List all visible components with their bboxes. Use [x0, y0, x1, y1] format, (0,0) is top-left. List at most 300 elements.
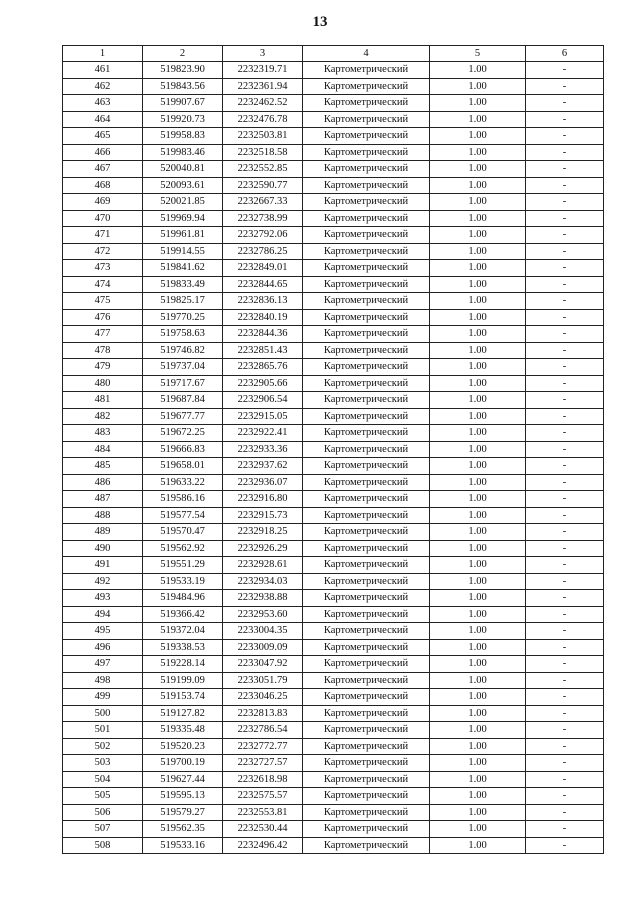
description-cell: - — [526, 425, 604, 442]
y-coordinate-cell: 2232462.52 — [223, 95, 303, 112]
x-coordinate-cell: 519958.83 — [143, 128, 223, 145]
table-row — [63, 441, 604, 458]
method-cell: Картометрический — [303, 441, 430, 458]
description-cell: - — [526, 722, 604, 739]
accuracy-cell: 1.00 — [430, 111, 526, 128]
accuracy-cell: 1.00 — [430, 227, 526, 244]
table-row — [63, 738, 604, 755]
point-number-cell: 499 — [63, 689, 143, 706]
description-cell: - — [526, 276, 604, 293]
x-coordinate-cell: 519199.09 — [143, 672, 223, 689]
description-cell: - — [526, 672, 604, 689]
x-coordinate-cell: 519907.67 — [143, 95, 223, 112]
description-cell: - — [526, 491, 604, 508]
description-cell: - — [526, 524, 604, 541]
accuracy-cell: 1.00 — [430, 639, 526, 656]
method-cell: Картометрический — [303, 573, 430, 590]
table-row — [63, 425, 604, 442]
method-cell: Картометрический — [303, 342, 430, 359]
description-cell: - — [526, 309, 604, 326]
point-number-cell: 486 — [63, 474, 143, 491]
point-number-cell: 496 — [63, 639, 143, 656]
description-cell: - — [526, 128, 604, 145]
x-coordinate-cell: 519579.27 — [143, 804, 223, 821]
point-number-cell: 489 — [63, 524, 143, 541]
y-coordinate-cell: 2232552.85 — [223, 161, 303, 178]
table-row — [63, 260, 604, 277]
description-cell: - — [526, 540, 604, 557]
table-row — [63, 62, 604, 79]
method-cell: Картометрический — [303, 639, 430, 656]
description-cell: - — [526, 474, 604, 491]
point-number-cell: 501 — [63, 722, 143, 739]
x-coordinate-cell: 519672.25 — [143, 425, 223, 442]
accuracy-cell: 1.00 — [430, 342, 526, 359]
point-number-cell: 487 — [63, 491, 143, 508]
point-number-cell: 488 — [63, 507, 143, 524]
y-coordinate-cell: 2232926.29 — [223, 540, 303, 557]
y-coordinate-cell: 2232938.88 — [223, 590, 303, 607]
accuracy-cell: 1.00 — [430, 755, 526, 772]
description-cell: - — [526, 639, 604, 656]
point-number-cell: 506 — [63, 804, 143, 821]
x-coordinate-cell: 519823.90 — [143, 62, 223, 79]
x-coordinate-cell: 519717.67 — [143, 375, 223, 392]
description-cell: - — [526, 326, 604, 343]
y-coordinate-cell: 2232667.33 — [223, 194, 303, 211]
y-coordinate-cell: 2233046.25 — [223, 689, 303, 706]
x-coordinate-cell: 519633.22 — [143, 474, 223, 491]
description-cell: - — [526, 210, 604, 227]
table-row — [63, 326, 604, 343]
point-number-cell: 471 — [63, 227, 143, 244]
x-coordinate-cell: 519533.16 — [143, 837, 223, 854]
table-body — [63, 62, 604, 854]
method-cell: Картометрический — [303, 194, 430, 211]
x-coordinate-cell: 519153.74 — [143, 689, 223, 706]
description-cell: - — [526, 359, 604, 376]
method-cell: Картометрический — [303, 474, 430, 491]
method-cell: Картометрический — [303, 78, 430, 95]
description-cell: - — [526, 375, 604, 392]
point-number-cell: 468 — [63, 177, 143, 194]
y-coordinate-cell: 2232934.03 — [223, 573, 303, 590]
method-cell: Картометрический — [303, 722, 430, 739]
method-cell: Картометрический — [303, 837, 430, 854]
point-number-cell: 505 — [63, 788, 143, 805]
table-row — [63, 491, 604, 508]
method-cell: Картометрический — [303, 359, 430, 376]
x-coordinate-cell: 519372.04 — [143, 623, 223, 640]
table-row — [63, 705, 604, 722]
x-coordinate-cell: 519677.77 — [143, 408, 223, 425]
x-coordinate-cell: 519758.63 — [143, 326, 223, 343]
column-header-4: 4 — [303, 46, 430, 62]
table-row — [63, 243, 604, 260]
accuracy-cell: 1.00 — [430, 590, 526, 607]
method-cell: Картометрический — [303, 62, 430, 79]
point-number-cell: 483 — [63, 425, 143, 442]
y-coordinate-cell: 2232906.54 — [223, 392, 303, 409]
table-row — [63, 837, 604, 854]
method-cell: Картометрический — [303, 821, 430, 838]
y-coordinate-cell: 2232937.62 — [223, 458, 303, 475]
method-cell: Картометрический — [303, 375, 430, 392]
method-cell: Картометрический — [303, 524, 430, 541]
point-number-cell: 465 — [63, 128, 143, 145]
y-coordinate-cell: 2232496.42 — [223, 837, 303, 854]
y-coordinate-cell: 2232844.65 — [223, 276, 303, 293]
point-number-cell: 507 — [63, 821, 143, 838]
description-cell: - — [526, 62, 604, 79]
x-coordinate-cell: 519700.19 — [143, 755, 223, 772]
method-cell: Картометрический — [303, 260, 430, 277]
table-header — [63, 46, 604, 62]
point-number-cell: 494 — [63, 606, 143, 623]
accuracy-cell: 1.00 — [430, 260, 526, 277]
x-coordinate-cell: 519586.16 — [143, 491, 223, 508]
point-number-cell: 503 — [63, 755, 143, 772]
point-number-cell: 497 — [63, 656, 143, 673]
method-cell: Картометрический — [303, 128, 430, 145]
x-coordinate-cell: 519841.62 — [143, 260, 223, 277]
accuracy-cell: 1.00 — [430, 771, 526, 788]
description-cell: - — [526, 243, 604, 260]
method-cell: Картометрический — [303, 771, 430, 788]
table-row — [63, 656, 604, 673]
method-cell: Картометрический — [303, 606, 430, 623]
y-coordinate-cell: 2232849.01 — [223, 260, 303, 277]
header-row — [63, 46, 604, 62]
description-cell: - — [526, 689, 604, 706]
point-number-cell: 469 — [63, 194, 143, 211]
x-coordinate-cell: 519843.56 — [143, 78, 223, 95]
description-cell: - — [526, 293, 604, 310]
point-number-cell: 495 — [63, 623, 143, 640]
method-cell: Картометрический — [303, 408, 430, 425]
table-row — [63, 95, 604, 112]
method-cell: Картометрический — [303, 392, 430, 409]
x-coordinate-cell: 519551.29 — [143, 557, 223, 574]
x-coordinate-cell: 519366.42 — [143, 606, 223, 623]
description-cell: - — [526, 408, 604, 425]
table-row — [63, 293, 604, 310]
column-header-3: 3 — [223, 46, 303, 62]
point-number-cell: 484 — [63, 441, 143, 458]
description-cell: - — [526, 821, 604, 838]
y-coordinate-cell: 2232844.36 — [223, 326, 303, 343]
method-cell: Картометрический — [303, 507, 430, 524]
y-coordinate-cell: 2232590.77 — [223, 177, 303, 194]
accuracy-cell: 1.00 — [430, 62, 526, 79]
method-cell: Картометрический — [303, 458, 430, 475]
y-coordinate-cell: 2232738.99 — [223, 210, 303, 227]
y-coordinate-cell: 2232786.54 — [223, 722, 303, 739]
x-coordinate-cell: 519484.96 — [143, 590, 223, 607]
x-coordinate-cell: 519520.23 — [143, 738, 223, 755]
x-coordinate-cell: 519737.04 — [143, 359, 223, 376]
x-coordinate-cell: 519335.48 — [143, 722, 223, 739]
x-coordinate-cell: 519961.81 — [143, 227, 223, 244]
accuracy-cell: 1.00 — [430, 656, 526, 673]
accuracy-cell: 1.00 — [430, 293, 526, 310]
y-coordinate-cell: 2232905.66 — [223, 375, 303, 392]
point-number-cell: 473 — [63, 260, 143, 277]
table-row — [63, 210, 604, 227]
method-cell: Картометрический — [303, 656, 430, 673]
column-header-1: 1 — [63, 46, 143, 62]
point-number-cell: 491 — [63, 557, 143, 574]
accuracy-cell: 1.00 — [430, 557, 526, 574]
y-coordinate-cell: 2232727.57 — [223, 755, 303, 772]
y-coordinate-cell: 2232851.43 — [223, 342, 303, 359]
description-cell: - — [526, 771, 604, 788]
method-cell: Картометрический — [303, 590, 430, 607]
method-cell: Картометрический — [303, 425, 430, 442]
method-cell: Картометрический — [303, 111, 430, 128]
table-row — [63, 375, 604, 392]
method-cell: Картометрический — [303, 557, 430, 574]
column-header-6: 6 — [526, 46, 604, 62]
method-cell: Картометрический — [303, 788, 430, 805]
point-number-cell: 490 — [63, 540, 143, 557]
accuracy-cell: 1.00 — [430, 705, 526, 722]
table-row — [63, 722, 604, 739]
method-cell: Картометрический — [303, 689, 430, 706]
column-header-5: 5 — [430, 46, 526, 62]
point-number-cell: 464 — [63, 111, 143, 128]
method-cell: Картометрический — [303, 210, 430, 227]
y-coordinate-cell: 2233051.79 — [223, 672, 303, 689]
accuracy-cell: 1.00 — [430, 161, 526, 178]
x-coordinate-cell: 519562.92 — [143, 540, 223, 557]
description-cell: - — [526, 95, 604, 112]
description-cell: - — [526, 111, 604, 128]
table-row — [63, 342, 604, 359]
y-coordinate-cell: 2232840.19 — [223, 309, 303, 326]
method-cell: Картометрический — [303, 540, 430, 557]
x-coordinate-cell: 519969.94 — [143, 210, 223, 227]
description-cell: - — [526, 144, 604, 161]
table-row — [63, 557, 604, 574]
table-row — [63, 392, 604, 409]
method-cell: Картометрический — [303, 144, 430, 161]
point-number-cell: 504 — [63, 771, 143, 788]
table-row — [63, 804, 604, 821]
description-cell: - — [526, 177, 604, 194]
method-cell: Картометрический — [303, 177, 430, 194]
point-number-cell: 500 — [63, 705, 143, 722]
accuracy-cell: 1.00 — [430, 788, 526, 805]
accuracy-cell: 1.00 — [430, 177, 526, 194]
x-coordinate-cell: 519833.49 — [143, 276, 223, 293]
point-number-cell: 463 — [63, 95, 143, 112]
x-coordinate-cell: 519127.82 — [143, 705, 223, 722]
table-row — [63, 623, 604, 640]
y-coordinate-cell: 2232792.06 — [223, 227, 303, 244]
table-row — [63, 359, 604, 376]
method-cell: Картометрический — [303, 491, 430, 508]
y-coordinate-cell: 2232933.36 — [223, 441, 303, 458]
coordinates-table — [62, 45, 604, 854]
x-coordinate-cell: 520093.61 — [143, 177, 223, 194]
accuracy-cell: 1.00 — [430, 623, 526, 640]
point-number-cell: 492 — [63, 573, 143, 590]
y-coordinate-cell: 2232916.80 — [223, 491, 303, 508]
y-coordinate-cell: 2233047.92 — [223, 656, 303, 673]
accuracy-cell: 1.00 — [430, 458, 526, 475]
accuracy-cell: 1.00 — [430, 722, 526, 739]
accuracy-cell: 1.00 — [430, 606, 526, 623]
accuracy-cell: 1.00 — [430, 689, 526, 706]
x-coordinate-cell: 519825.17 — [143, 293, 223, 310]
accuracy-cell: 1.00 — [430, 78, 526, 95]
method-cell: Картометрический — [303, 326, 430, 343]
table-row — [63, 755, 604, 772]
description-cell: - — [526, 705, 604, 722]
page-number: 13 — [312, 14, 328, 30]
accuracy-cell: 1.00 — [430, 804, 526, 821]
table-row — [63, 573, 604, 590]
method-cell: Картометрический — [303, 705, 430, 722]
table-row — [63, 507, 604, 524]
y-coordinate-cell: 2232813.83 — [223, 705, 303, 722]
table-row — [63, 78, 604, 95]
x-coordinate-cell: 519570.47 — [143, 524, 223, 541]
accuracy-cell: 1.00 — [430, 837, 526, 854]
table-row — [63, 161, 604, 178]
y-coordinate-cell: 2232922.41 — [223, 425, 303, 442]
point-number-cell: 493 — [63, 590, 143, 607]
description-cell: - — [526, 755, 604, 772]
accuracy-cell: 1.00 — [430, 144, 526, 161]
x-coordinate-cell: 519533.19 — [143, 573, 223, 590]
method-cell: Картометрический — [303, 672, 430, 689]
y-coordinate-cell: 2232786.25 — [223, 243, 303, 260]
point-number-cell: 476 — [63, 309, 143, 326]
point-number-cell: 466 — [63, 144, 143, 161]
table-row — [63, 540, 604, 557]
point-number-cell: 467 — [63, 161, 143, 178]
accuracy-cell: 1.00 — [430, 507, 526, 524]
table-row — [63, 177, 604, 194]
x-coordinate-cell: 519666.83 — [143, 441, 223, 458]
point-number-cell: 472 — [63, 243, 143, 260]
y-coordinate-cell: 2232936.07 — [223, 474, 303, 491]
y-coordinate-cell: 2232530.44 — [223, 821, 303, 838]
point-number-cell: 475 — [63, 293, 143, 310]
accuracy-cell: 1.00 — [430, 573, 526, 590]
accuracy-cell: 1.00 — [430, 672, 526, 689]
point-number-cell: 478 — [63, 342, 143, 359]
description-cell: - — [526, 441, 604, 458]
y-coordinate-cell: 2232575.57 — [223, 788, 303, 805]
table-row — [63, 309, 604, 326]
description-cell: - — [526, 161, 604, 178]
point-number-cell: 477 — [63, 326, 143, 343]
accuracy-cell: 1.00 — [430, 524, 526, 541]
accuracy-cell: 1.00 — [430, 392, 526, 409]
y-coordinate-cell: 2233004.35 — [223, 623, 303, 640]
description-cell: - — [526, 788, 604, 805]
table-row — [63, 672, 604, 689]
description-cell: - — [526, 590, 604, 607]
point-number-cell: 482 — [63, 408, 143, 425]
accuracy-cell: 1.00 — [430, 425, 526, 442]
x-coordinate-cell: 519228.14 — [143, 656, 223, 673]
x-coordinate-cell: 519983.46 — [143, 144, 223, 161]
table-row — [63, 474, 604, 491]
method-cell: Картометрический — [303, 161, 430, 178]
method-cell: Картометрический — [303, 227, 430, 244]
table-row — [63, 606, 604, 623]
description-cell: - — [526, 656, 604, 673]
method-cell: Картометрический — [303, 755, 430, 772]
description-cell: - — [526, 194, 604, 211]
x-coordinate-cell: 519920.73 — [143, 111, 223, 128]
x-coordinate-cell: 519658.01 — [143, 458, 223, 475]
x-coordinate-cell: 519687.84 — [143, 392, 223, 409]
y-coordinate-cell: 2232772.77 — [223, 738, 303, 755]
y-coordinate-cell: 2232319.71 — [223, 62, 303, 79]
point-number-cell: 479 — [63, 359, 143, 376]
table-row — [63, 194, 604, 211]
description-cell: - — [526, 557, 604, 574]
method-cell: Картометрический — [303, 623, 430, 640]
point-number-cell: 462 — [63, 78, 143, 95]
description-cell: - — [526, 78, 604, 95]
description-cell: - — [526, 623, 604, 640]
accuracy-cell: 1.00 — [430, 276, 526, 293]
y-coordinate-cell: 2232518.58 — [223, 144, 303, 161]
point-number-cell: 461 — [63, 62, 143, 79]
table-row — [63, 821, 604, 838]
x-coordinate-cell: 519562.35 — [143, 821, 223, 838]
x-coordinate-cell: 519577.54 — [143, 507, 223, 524]
x-coordinate-cell: 520040.81 — [143, 161, 223, 178]
point-number-cell: 470 — [63, 210, 143, 227]
table-row — [63, 276, 604, 293]
y-coordinate-cell: 2232553.81 — [223, 804, 303, 821]
table-row — [63, 227, 604, 244]
accuracy-cell: 1.00 — [430, 309, 526, 326]
method-cell: Картометрический — [303, 276, 430, 293]
y-coordinate-cell: 2232361.94 — [223, 78, 303, 95]
accuracy-cell: 1.00 — [430, 326, 526, 343]
accuracy-cell: 1.00 — [430, 540, 526, 557]
y-coordinate-cell: 2233009.09 — [223, 639, 303, 656]
table-row — [63, 590, 604, 607]
description-cell: - — [526, 392, 604, 409]
y-coordinate-cell: 2232476.78 — [223, 111, 303, 128]
x-coordinate-cell: 520021.85 — [143, 194, 223, 211]
point-number-cell: 474 — [63, 276, 143, 293]
table-row — [63, 144, 604, 161]
table-row — [63, 458, 604, 475]
accuracy-cell: 1.00 — [430, 408, 526, 425]
point-number-cell: 481 — [63, 392, 143, 409]
accuracy-cell: 1.00 — [430, 738, 526, 755]
accuracy-cell: 1.00 — [430, 194, 526, 211]
accuracy-cell: 1.00 — [430, 210, 526, 227]
point-number-cell: 498 — [63, 672, 143, 689]
method-cell: Картометрический — [303, 95, 430, 112]
description-cell: - — [526, 227, 604, 244]
table-row — [63, 639, 604, 656]
table-row — [63, 128, 604, 145]
table-row — [63, 689, 604, 706]
x-coordinate-cell: 519746.82 — [143, 342, 223, 359]
